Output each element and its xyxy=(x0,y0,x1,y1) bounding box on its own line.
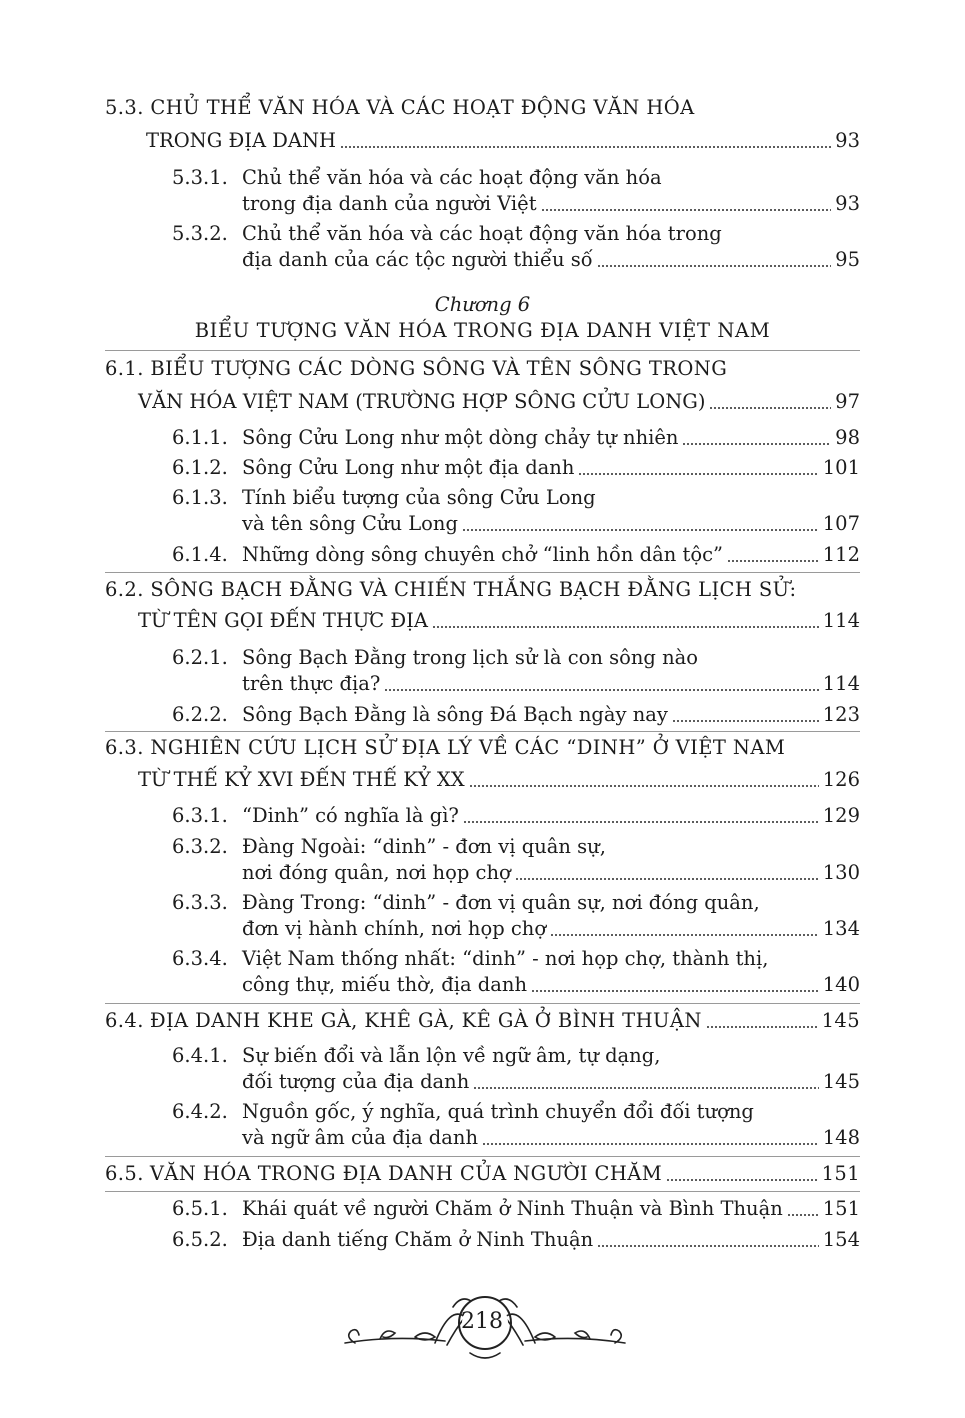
toc-section-6-1-cont xyxy=(138,389,860,415)
page-ref: 126 xyxy=(822,768,860,791)
entry-title: Những dòng sông chuyên chở “linh hồn dân tộc” xyxy=(242,543,723,566)
section-number: 6.4. xyxy=(105,1009,144,1032)
page-ref: 95 xyxy=(835,248,860,271)
leader-dots xyxy=(578,455,818,481)
leader-dots xyxy=(682,425,831,451)
entry-title: Việt Nam thống nhất: “dinh” - nơi họp chợ, thành thị, xyxy=(242,947,769,970)
toc-entry-6-2-1 xyxy=(172,645,860,697)
leader-dots xyxy=(666,1161,817,1187)
toc-entry-6-1-3 xyxy=(172,485,860,537)
toc-entry-5-3-1 xyxy=(172,165,860,217)
entry-title: Đàng Trong: “dinh” - đơn vị quân sự, nơi đóng quân, xyxy=(242,891,760,914)
entry-title-cont: và ngữ âm của địa danh xyxy=(242,1126,479,1149)
entry-title-cont: trên thực địa? xyxy=(242,672,381,695)
entry-number: 5.3.1. xyxy=(172,166,228,189)
toc-section-6-4 xyxy=(105,1008,860,1034)
entry-title-cont: trong địa danh của người Việt xyxy=(242,192,537,215)
divider xyxy=(105,572,860,573)
entry-number: 6.1.2. xyxy=(172,456,228,479)
toc-entry-6-3-2 xyxy=(172,834,860,886)
entry-number: 6.3.1. xyxy=(172,804,228,827)
toc-entry-6-1-2 xyxy=(172,455,860,481)
section-number: 6.5. xyxy=(105,1162,144,1185)
entry-title: Chủ thể văn hóa và các hoạt động văn hóa xyxy=(242,166,662,189)
page-ref: 134 xyxy=(822,917,860,940)
page-ref: 97 xyxy=(835,390,860,413)
divider xyxy=(105,1156,860,1157)
entry-number: 6.2.1. xyxy=(172,646,228,669)
entry-title: Khái quát về người Chăm ở Ninh Thuận và Bình Thuận xyxy=(242,1197,783,1220)
entry-number: 6.3.3. xyxy=(172,891,228,914)
entry-title: Sông Bạch Đằng trong lịch sử là con sông nào xyxy=(242,646,699,669)
entry-title-cont: công thự, miếu thờ, địa danh xyxy=(242,973,528,996)
section-number: 5.3. xyxy=(105,96,144,119)
leader-dots xyxy=(706,1008,818,1034)
section-title: VĂN HÓA TRONG ĐỊA DANH CỦA NGƯỜI CHĂM xyxy=(149,1162,663,1185)
leader-dots xyxy=(531,972,819,998)
page-ref: 114 xyxy=(822,609,860,632)
entry-title-cont: địa danh của các tộc người thiểu số xyxy=(242,248,593,271)
entry-number: 6.5.1. xyxy=(172,1197,228,1220)
entry-title: Địa danh tiếng Chăm ở Ninh Thuận xyxy=(242,1228,594,1251)
section-number: 6.2. xyxy=(105,578,144,601)
leader-dots xyxy=(709,389,831,415)
leader-dots xyxy=(550,916,819,942)
section-title: ĐỊA DANH KHE GÀ, KHÊ GÀ, KÊ GÀ Ở BÌNH THUẬN xyxy=(149,1009,702,1032)
entry-number: 6.4.1. xyxy=(172,1044,228,1067)
toc-entry-6-4-2 xyxy=(172,1099,860,1151)
section-number: 6.1. xyxy=(105,357,144,380)
entry-title-cont: nơi đóng quân, nơi họp chợ xyxy=(242,861,511,884)
toc-entry-6-4-1 xyxy=(172,1043,860,1095)
entry-number: 6.3.4. xyxy=(172,947,228,970)
entry-number: 6.5.2. xyxy=(172,1228,228,1251)
leader-dots xyxy=(473,1069,818,1095)
section-title-cont: TRONG ĐỊA DANH xyxy=(146,129,337,152)
entry-title: Sông Cửu Long như một địa danh xyxy=(242,456,575,479)
entry-title: Sông Cửu Long như một dòng chảy tự nhiên xyxy=(242,426,679,449)
toc-section-5-3-cont xyxy=(146,128,860,154)
chapter-title: BIỂU TƯỢNG VĂN HÓA TRONG ĐỊA DANH VIỆT NAM xyxy=(194,319,771,342)
entry-number: 6.1.4. xyxy=(172,543,228,566)
entry-title: Sông Bạch Đằng là sông Đá Bạch ngày nay xyxy=(242,703,668,726)
page-ref: 145 xyxy=(821,1009,860,1032)
page-ref: 114 xyxy=(822,672,860,695)
leader-dots xyxy=(469,767,819,793)
leader-dots xyxy=(463,803,819,829)
page-ref: 107 xyxy=(822,512,860,535)
page-ref: 130 xyxy=(822,861,860,884)
page-ref: 93 xyxy=(835,129,860,152)
leader-dots xyxy=(787,1196,819,1222)
entry-title-cont: đơn vị hành chính, nơi họp chợ xyxy=(242,917,547,940)
divider xyxy=(105,1003,860,1004)
section-title-cont: TỪ THẾ KỶ XVI ĐẾN THẾ KỶ XX xyxy=(138,768,465,791)
toc-entry-6-3-4 xyxy=(172,946,860,998)
toc-section-6-3-cont xyxy=(138,767,860,793)
section-title: SÔNG BẠCH ĐẰNG VÀ CHIẾN THẮNG BẠCH ĐẰNG LỊCH SỬ: xyxy=(150,578,797,601)
toc-section-6-1 xyxy=(105,356,860,382)
toc-section-6-2 xyxy=(105,577,860,603)
chapter-label: Chương 6 xyxy=(434,293,531,316)
leader-dots xyxy=(541,191,832,217)
toc-entry-6-5-2 xyxy=(172,1227,860,1253)
toc-entry-6-3-1 xyxy=(172,803,860,829)
leader-dots xyxy=(597,247,831,273)
page-ref: 123 xyxy=(822,703,860,726)
section-title: BIỂU TƯỢNG CÁC DÒNG SÔNG VÀ TÊN SÔNG TRONG xyxy=(150,357,728,380)
leader-dots xyxy=(340,128,831,154)
section-title: NGHIÊN CỨU LỊCH SỬ ĐỊA LÝ VỀ CÁC “DINH” Ở VIỆT NAM xyxy=(150,736,786,759)
section-title-cont: TỪ TÊN GỌI ĐẾN THỰC ĐỊA xyxy=(138,609,428,632)
page-ref: 93 xyxy=(835,192,860,215)
page-ref: 154 xyxy=(822,1228,860,1251)
leader-dots xyxy=(432,608,819,634)
entry-title: “Dinh” có nghĩa là gì? xyxy=(242,804,459,827)
divider xyxy=(105,350,860,351)
leader-dots xyxy=(462,511,819,537)
section-number: 6.3. xyxy=(105,736,144,759)
toc-entry-6-5-1 xyxy=(172,1196,860,1222)
leader-dots xyxy=(727,542,819,568)
entry-title: Đàng Ngoài: “dinh” - đơn vị quân sự, xyxy=(242,835,606,858)
entry-number: 6.2.2. xyxy=(172,703,228,726)
entry-number: 6.1.1. xyxy=(172,426,228,449)
page-ref: 145 xyxy=(822,1070,860,1093)
page-ref: 151 xyxy=(821,1162,860,1185)
entry-title: Chủ thể văn hóa và các hoạt động văn hóa trong xyxy=(242,222,722,245)
leader-dots xyxy=(482,1125,819,1151)
section-title: CHỦ THỂ VĂN HÓA VÀ CÁC HOẠT ĐỘNG VĂN HÓA xyxy=(150,96,695,119)
toc-entry-6-2-2 xyxy=(172,702,860,728)
toc-entry-6-3-3 xyxy=(172,890,860,942)
entry-number: 6.3.2. xyxy=(172,835,228,858)
toc-entry-6-1-4 xyxy=(172,542,860,568)
toc-section-6-2-cont xyxy=(138,608,860,634)
leader-dots xyxy=(384,671,818,697)
section-title-cont: VĂN HÓA VIỆT NAM (TRƯỜNG HỢP SÔNG CỬU LONG) xyxy=(138,390,706,413)
entry-title-cont: và tên sông Cửu Long xyxy=(242,512,458,535)
entry-title-cont: đối tượng của địa danh xyxy=(242,1070,470,1093)
entry-number: 5.3.2. xyxy=(172,222,228,245)
page-ref: 112 xyxy=(822,543,860,566)
toc-section-6-5 xyxy=(105,1161,860,1187)
entry-title: Tính biểu tượng của sông Cửu Long xyxy=(242,486,596,509)
divider xyxy=(105,731,860,732)
toc-section-5-3 xyxy=(105,95,860,121)
entry-number: 6.4.2. xyxy=(172,1100,228,1123)
page-ref: 129 xyxy=(822,804,860,827)
toc-entry-6-1-1 xyxy=(172,425,860,451)
leader-dots xyxy=(672,702,819,728)
page-ref: 101 xyxy=(822,456,860,479)
entry-number: 6.1.3. xyxy=(172,486,228,509)
leader-dots xyxy=(515,860,819,886)
divider xyxy=(105,1191,860,1192)
page-number: 218 xyxy=(461,1309,503,1334)
page-ref: 148 xyxy=(822,1126,860,1149)
page-ref: 151 xyxy=(822,1197,860,1220)
page-ref: 98 xyxy=(835,426,860,449)
page-ref: 140 xyxy=(822,973,860,996)
toc-entry-5-3-2 xyxy=(172,221,860,273)
entry-title: Sự biến đổi và lẫn lộn về ngữ âm, tự dạng, xyxy=(242,1044,661,1067)
toc-section-6-3 xyxy=(105,735,860,761)
entry-title: Nguồn gốc, ý nghĩa, quá trình chuyển đổi đối tượng xyxy=(242,1100,754,1123)
leader-dots xyxy=(597,1227,819,1253)
